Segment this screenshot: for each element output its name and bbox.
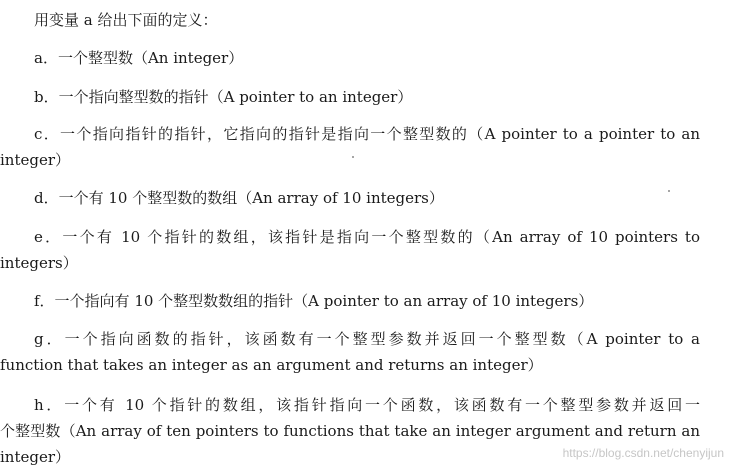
item-g-line-1: g．一个指向函数的指针，该函数有一个整型参数并返回一个整型数（A pointer to a [34, 330, 700, 348]
item-b: b．一个指向整型数的指针（A pointer to an integer） [34, 88, 413, 106]
item-a: a．一个整型数（An integer） [34, 49, 244, 67]
watermark-url: https://blog.csdn.net/chenyijun [562, 446, 724, 460]
scan-speck [668, 190, 670, 192]
scan-speck [352, 156, 354, 158]
item-e-line-1: e．一个有 10 个指针的数组，该指针是指向一个整型数的（An array of 10 pointers to [34, 228, 700, 246]
item-d: d．一个有 10 个整型数的数组（An array of 10 integers） [34, 189, 444, 207]
item-h-line-3: integer） [0, 448, 71, 466]
item-e-line-2: integers） [0, 254, 78, 272]
item-g-line-2: function that takes an integer as an argument and returns an integer） [0, 356, 543, 374]
intro-text: 用变量 a 给出下面的定义： [34, 11, 218, 29]
item-h-line-1: h．一个有 10 个指针的数组，该指针指向一个函数，该函数有一个整型参数并返回一 [34, 396, 700, 414]
item-c-line-1: c．一个指向指针的指针，它指向的指针是指向一个整型数的（A pointer to a pointer to an [34, 125, 700, 143]
item-h-line-2: 个整型数（An array of ten pointers to functions that take an integer argument and return an [0, 422, 700, 440]
item-c-line-2: integer） [0, 151, 71, 169]
item-f: f．一个指向有 10 个整型数数组的指针（A pointer to an array of 10 integers） [34, 292, 594, 310]
